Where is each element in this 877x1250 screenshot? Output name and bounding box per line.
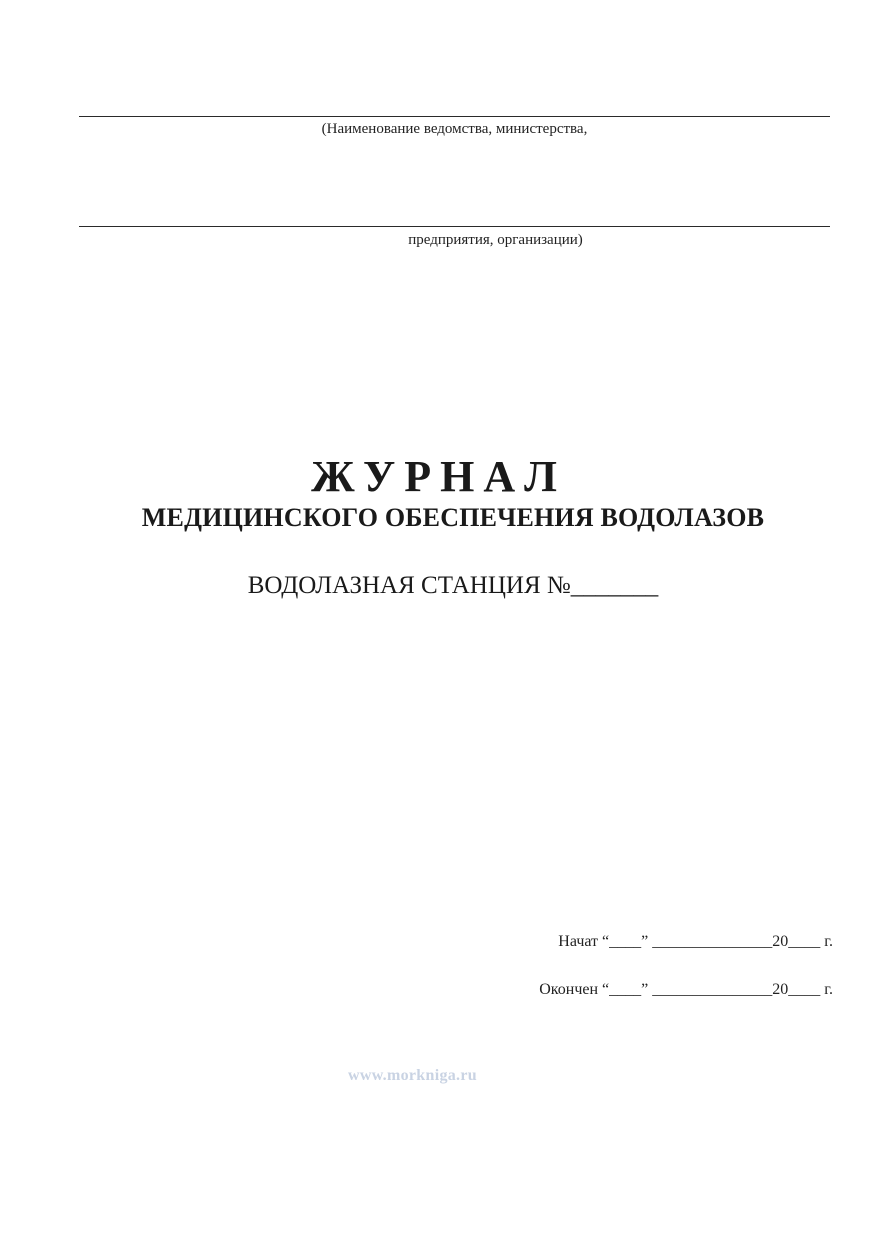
journal-subtitle: МЕДИЦИНСКОГО ОБЕСПЕЧЕНИЯ ВОДОЛАЗОВ: [141, 503, 765, 532]
start-date-line: Начат “____” _______________20____ г.: [558, 933, 833, 950]
organization-line-top: [79, 116, 830, 117]
journal-title: ЖУРНАЛ: [311, 452, 566, 501]
organization-line-bottom: [79, 226, 830, 227]
watermark: www.morkniga.ru: [348, 1067, 477, 1084]
diving-station-line: ВОДОЛАЗНАЯ СТАНЦИЯ №_______: [247, 572, 659, 599]
organization-caption-2: предприятия, организации): [408, 232, 583, 248]
organization-caption-1: (Наименование ведомства, министерства,: [321, 121, 588, 137]
end-date-line: Окончен “____” _______________20____ г.: [539, 981, 833, 998]
